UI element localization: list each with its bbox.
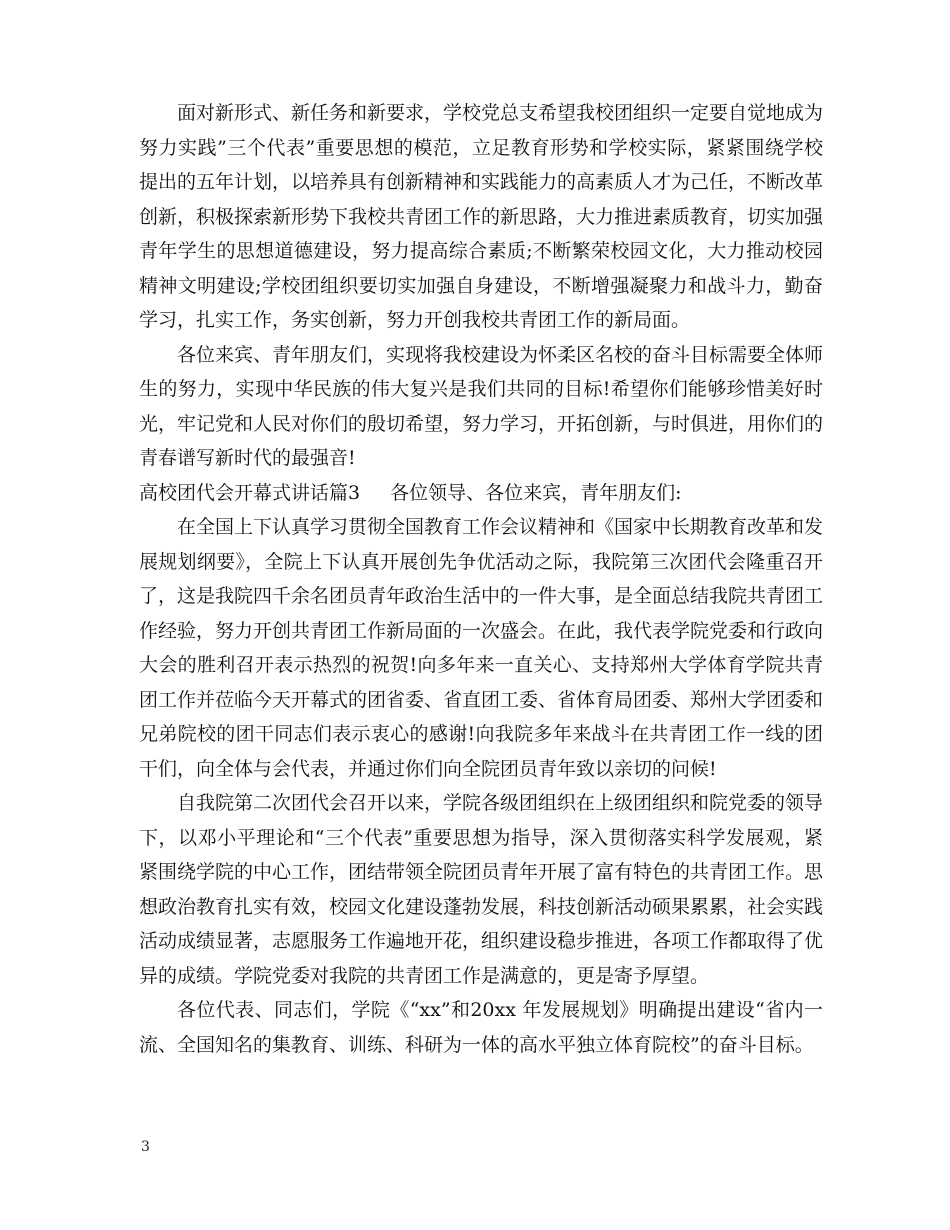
paragraph-development-goal: 各位代表、同志们，学院《“xx”和20xx 年发展规划》明确提出建设“省内一流、全国知名的集教育、训练、科研为一体的高水平独立体育院校”的奋斗目标。 (139, 999, 823, 1056)
paragraph-new-tasks: 面对新形式、新任务和新要求，学校党总支希望我校团组织一定要自觉地成为努力实践”三个代表”重要思想的模范，立足教育形势和学校实际，紧紧围绕学校提出的五年计划，以培养具有创新精神和实践能力的高素质人才为己任，不断改革创新，积极探索新形势下我校共青团工作的新思路，大力推进素质教育，切实加强青年学生的思想道德建设，努力提高综合素质;不断繁荣校园文化，大力推动校园精神文明建设;学校团组织要切实加强自身建设，不断增强凝聚力和战斗力，勤奋学习，扎实工作，务实创新，努力开创我校共青团工作的新局面。 (139, 102, 824, 331)
speech-title: 高校团代会开幕式讲话篇3 (139, 481, 361, 504)
speech-salutation: 各位领导、各位来宾，青年朋友们: (390, 481, 682, 504)
paragraph-congress-opening: 在全国上下认真学习贯彻全国教育工作会议精神和《国家中长期教育改革和发展规划纲要》，全院上下认真开展创先争优活动之际，我院第三次团代会隆重召开了，这是我院四千余名团员青年政治生活中的一件大事，是全面总结我院共青团工作经验，努力开创共青团工作新局面的一次盛会。在此，我代表学院党委和行政向大会的胜利召开表示热烈的祝贺!向多年来一直关心、支持郑州大学体育学院共青团工作并莅临今天开幕式的团省委、省直团工委、省体育局团委、郑州大学团委和兄弟院校的团干同志们表示衷心的感谢!向我院多年来战斗在共青团工作一线的团干们，向全体与会代表，并通过你们向全院团员青年致以亲切的问候! (139, 516, 824, 780)
page-number: 3 (141, 1139, 150, 1155)
document-body (139, 96, 823, 1062)
speech-heading-line (139, 476, 823, 511)
paragraph-achievements: 自我院第二次团代会召开以来，学院各级团组织在上级团组织和院党委的领导下，以邓小平理论和“三个代表”重要思想为指导，深入贯彻落实科学发展观，紧紧围绕学院的中心工作，团结带领全院团员青年开展了富有特色的共青团工作。思想政治教育扎实有效，校园文化建设蓬勃发展，科技创新活动硕果累累，社会实践活动成绩显著，志愿服务工作遍地开花，组织建设稳步推进，各项工作都取得了优异的成绩。学院党委对我院的共青团工作是满意的，更是寄予厚望。 (139, 792, 824, 987)
paragraph-guests-youth: 各位来宾、青年朋友们，实现将我校建设为怀柔区名校的奋斗目标需要全体师生的努力，实现中华民族的伟大复兴是我们共同的目标!希望你们能够珍惜美好时光，牢记党和人民对你们的殷切希望，努力学习，开拓创新，与时俱进，用你们的青春谱写新时代的最强音! (139, 343, 824, 469)
